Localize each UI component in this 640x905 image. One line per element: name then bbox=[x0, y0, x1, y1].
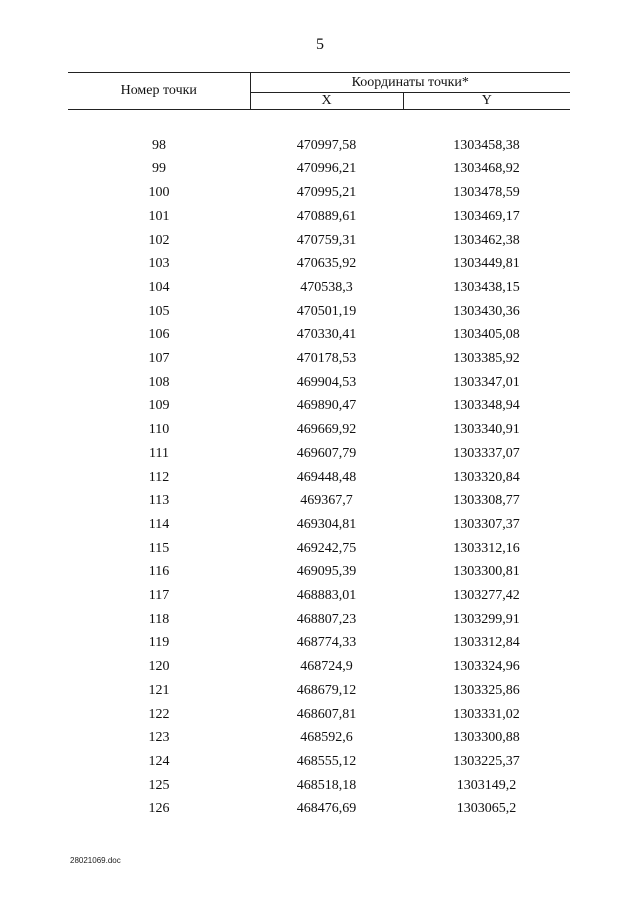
table-row bbox=[68, 276, 570, 300]
cell-y: 1303337,07 bbox=[453, 445, 520, 461]
cell-x: 469367,7 bbox=[300, 493, 353, 509]
cell-x: 469448,48 bbox=[296, 469, 357, 485]
header-y: Y bbox=[403, 93, 570, 110]
table-row bbox=[68, 300, 570, 324]
cell-y: 1303385,92 bbox=[453, 351, 520, 367]
table-row bbox=[68, 655, 570, 679]
cell-point-number: 103 bbox=[148, 256, 170, 272]
table-row bbox=[68, 394, 570, 418]
table-row bbox=[68, 252, 570, 276]
cell-x: 468807,23 bbox=[296, 611, 357, 627]
table-row bbox=[68, 584, 570, 608]
header-point-number: Номер точки bbox=[68, 73, 250, 110]
cell-point-number: 117 bbox=[148, 588, 170, 604]
cell-point-number: 110 bbox=[148, 422, 170, 438]
cell-x: 468679,12 bbox=[296, 682, 357, 698]
page-number: 5 bbox=[316, 36, 324, 53]
cell-point-number: 111 bbox=[149, 445, 169, 461]
table-row bbox=[68, 157, 570, 181]
cell-x: 469669,92 bbox=[296, 422, 357, 438]
cell-y: 1303065,2 bbox=[456, 801, 517, 817]
cell-x: 470635,92 bbox=[296, 256, 357, 272]
cell-point-number: 107 bbox=[148, 351, 170, 367]
cell-point-number: 99 bbox=[152, 161, 166, 177]
cell-point-number: 125 bbox=[148, 777, 170, 793]
table-row bbox=[68, 371, 570, 395]
cell-point-number: 120 bbox=[148, 659, 170, 675]
cell-y: 1303331,02 bbox=[453, 706, 520, 722]
table-row bbox=[68, 442, 570, 466]
cell-x: 469607,79 bbox=[296, 445, 357, 461]
table-row bbox=[68, 774, 570, 798]
cell-x: 470759,31 bbox=[296, 232, 357, 248]
cell-y: 1303478,59 bbox=[453, 185, 520, 201]
cell-y: 1303300,88 bbox=[453, 730, 520, 746]
cell-x: 469095,39 bbox=[296, 564, 357, 580]
cell-point-number: 104 bbox=[148, 279, 170, 295]
cell-y: 1303340,91 bbox=[453, 422, 520, 438]
table-row bbox=[68, 134, 570, 158]
table-row bbox=[68, 466, 570, 490]
table-row bbox=[68, 229, 570, 253]
cell-y: 1303225,37 bbox=[453, 753, 520, 769]
table-row bbox=[68, 323, 570, 347]
cell-x: 470330,41 bbox=[296, 327, 357, 343]
cell-y: 1303468,92 bbox=[453, 161, 520, 177]
cell-point-number: 112 bbox=[148, 469, 170, 485]
cell-y: 1303469,17 bbox=[453, 208, 520, 224]
cell-x: 469242,75 bbox=[296, 540, 357, 556]
cell-y: 1303307,37 bbox=[453, 516, 520, 532]
table-row bbox=[68, 608, 570, 632]
cell-point-number: 108 bbox=[148, 374, 170, 390]
table-row bbox=[68, 750, 570, 774]
cell-point-number: 102 bbox=[148, 232, 170, 248]
table-row bbox=[68, 703, 570, 727]
cell-y: 1303325,86 bbox=[453, 682, 520, 698]
cell-x: 468592,6 bbox=[300, 730, 353, 746]
table-row bbox=[68, 537, 570, 561]
cell-x: 468883,01 bbox=[296, 588, 357, 604]
cell-point-number: 101 bbox=[148, 208, 170, 224]
cell-y: 1303300,81 bbox=[453, 564, 520, 580]
cell-x: 468724,9 bbox=[300, 659, 353, 675]
cell-point-number: 115 bbox=[148, 540, 170, 556]
cell-y: 1303430,36 bbox=[453, 303, 520, 319]
cell-y: 1303405,08 bbox=[453, 327, 520, 343]
cell-x: 470538,3 bbox=[300, 279, 353, 295]
cell-x: 470997,58 bbox=[296, 137, 357, 153]
cell-x: 468607,81 bbox=[296, 706, 357, 722]
cell-y: 1303277,42 bbox=[453, 588, 520, 604]
table-row bbox=[68, 679, 570, 703]
cell-y: 1303324,96 bbox=[453, 659, 520, 675]
cell-x: 468555,12 bbox=[296, 753, 357, 769]
cell-point-number: 119 bbox=[148, 635, 170, 651]
cell-point-number: 118 bbox=[148, 611, 170, 627]
cell-y: 1303299,91 bbox=[453, 611, 520, 627]
cell-x: 470178,53 bbox=[296, 351, 357, 367]
cell-x: 469304,81 bbox=[296, 516, 357, 532]
cell-point-number: 109 bbox=[148, 398, 170, 414]
cell-y: 1303312,16 bbox=[453, 540, 520, 556]
table-row bbox=[68, 205, 570, 229]
cell-point-number: 98 bbox=[152, 137, 166, 153]
cell-y: 1303462,38 bbox=[453, 232, 520, 248]
table-row bbox=[68, 181, 570, 205]
cell-y: 1303308,77 bbox=[453, 493, 520, 509]
cell-x: 469904,53 bbox=[296, 374, 357, 390]
cell-x: 469890,47 bbox=[296, 398, 357, 414]
cell-y: 1303320,84 bbox=[453, 469, 520, 485]
cell-y: 1303348,94 bbox=[453, 398, 520, 414]
table-row bbox=[68, 631, 570, 655]
cell-point-number: 116 bbox=[148, 564, 170, 580]
header-x: X bbox=[250, 93, 403, 110]
coordinates-table bbox=[68, 72, 570, 821]
cell-y: 1303347,01 bbox=[453, 374, 520, 390]
cell-x: 470995,21 bbox=[296, 185, 357, 201]
cell-point-number: 100 bbox=[148, 185, 170, 201]
cell-x: 470996,21 bbox=[296, 161, 357, 177]
table-row bbox=[68, 726, 570, 750]
cell-point-number: 113 bbox=[148, 493, 170, 509]
table-row bbox=[68, 560, 570, 584]
footer-filename: 28021069.doc bbox=[70, 856, 121, 865]
cell-point-number: 124 bbox=[148, 753, 170, 769]
cell-x: 468774,33 bbox=[296, 635, 357, 651]
cell-x: 468476,69 bbox=[296, 801, 357, 817]
cell-point-number: 105 bbox=[148, 303, 170, 319]
cell-point-number: 121 bbox=[148, 682, 170, 698]
table-row bbox=[68, 489, 570, 513]
table-row bbox=[68, 513, 570, 537]
cell-x: 470889,61 bbox=[296, 208, 357, 224]
table-header bbox=[68, 73, 570, 110]
cell-point-number: 114 bbox=[148, 516, 170, 532]
cell-point-number: 126 bbox=[148, 801, 170, 817]
table-row bbox=[68, 797, 570, 821]
cell-point-number: 123 bbox=[148, 730, 170, 746]
cell-point-number: 122 bbox=[148, 706, 170, 722]
cell-point-number: 106 bbox=[148, 327, 170, 343]
cell-y: 1303312,84 bbox=[453, 635, 520, 651]
cell-y: 1303149,2 bbox=[456, 777, 517, 793]
table-row bbox=[68, 418, 570, 442]
cell-y: 1303458,38 bbox=[453, 137, 520, 153]
header-coordinates: Координаты точки* bbox=[250, 73, 570, 93]
cell-x: 468518,18 bbox=[296, 777, 357, 793]
cell-y: 1303449,81 bbox=[453, 256, 520, 272]
table-body bbox=[68, 110, 570, 822]
cell-y: 1303438,15 bbox=[453, 279, 520, 295]
table-row bbox=[68, 347, 570, 371]
cell-x: 470501,19 bbox=[296, 303, 357, 319]
